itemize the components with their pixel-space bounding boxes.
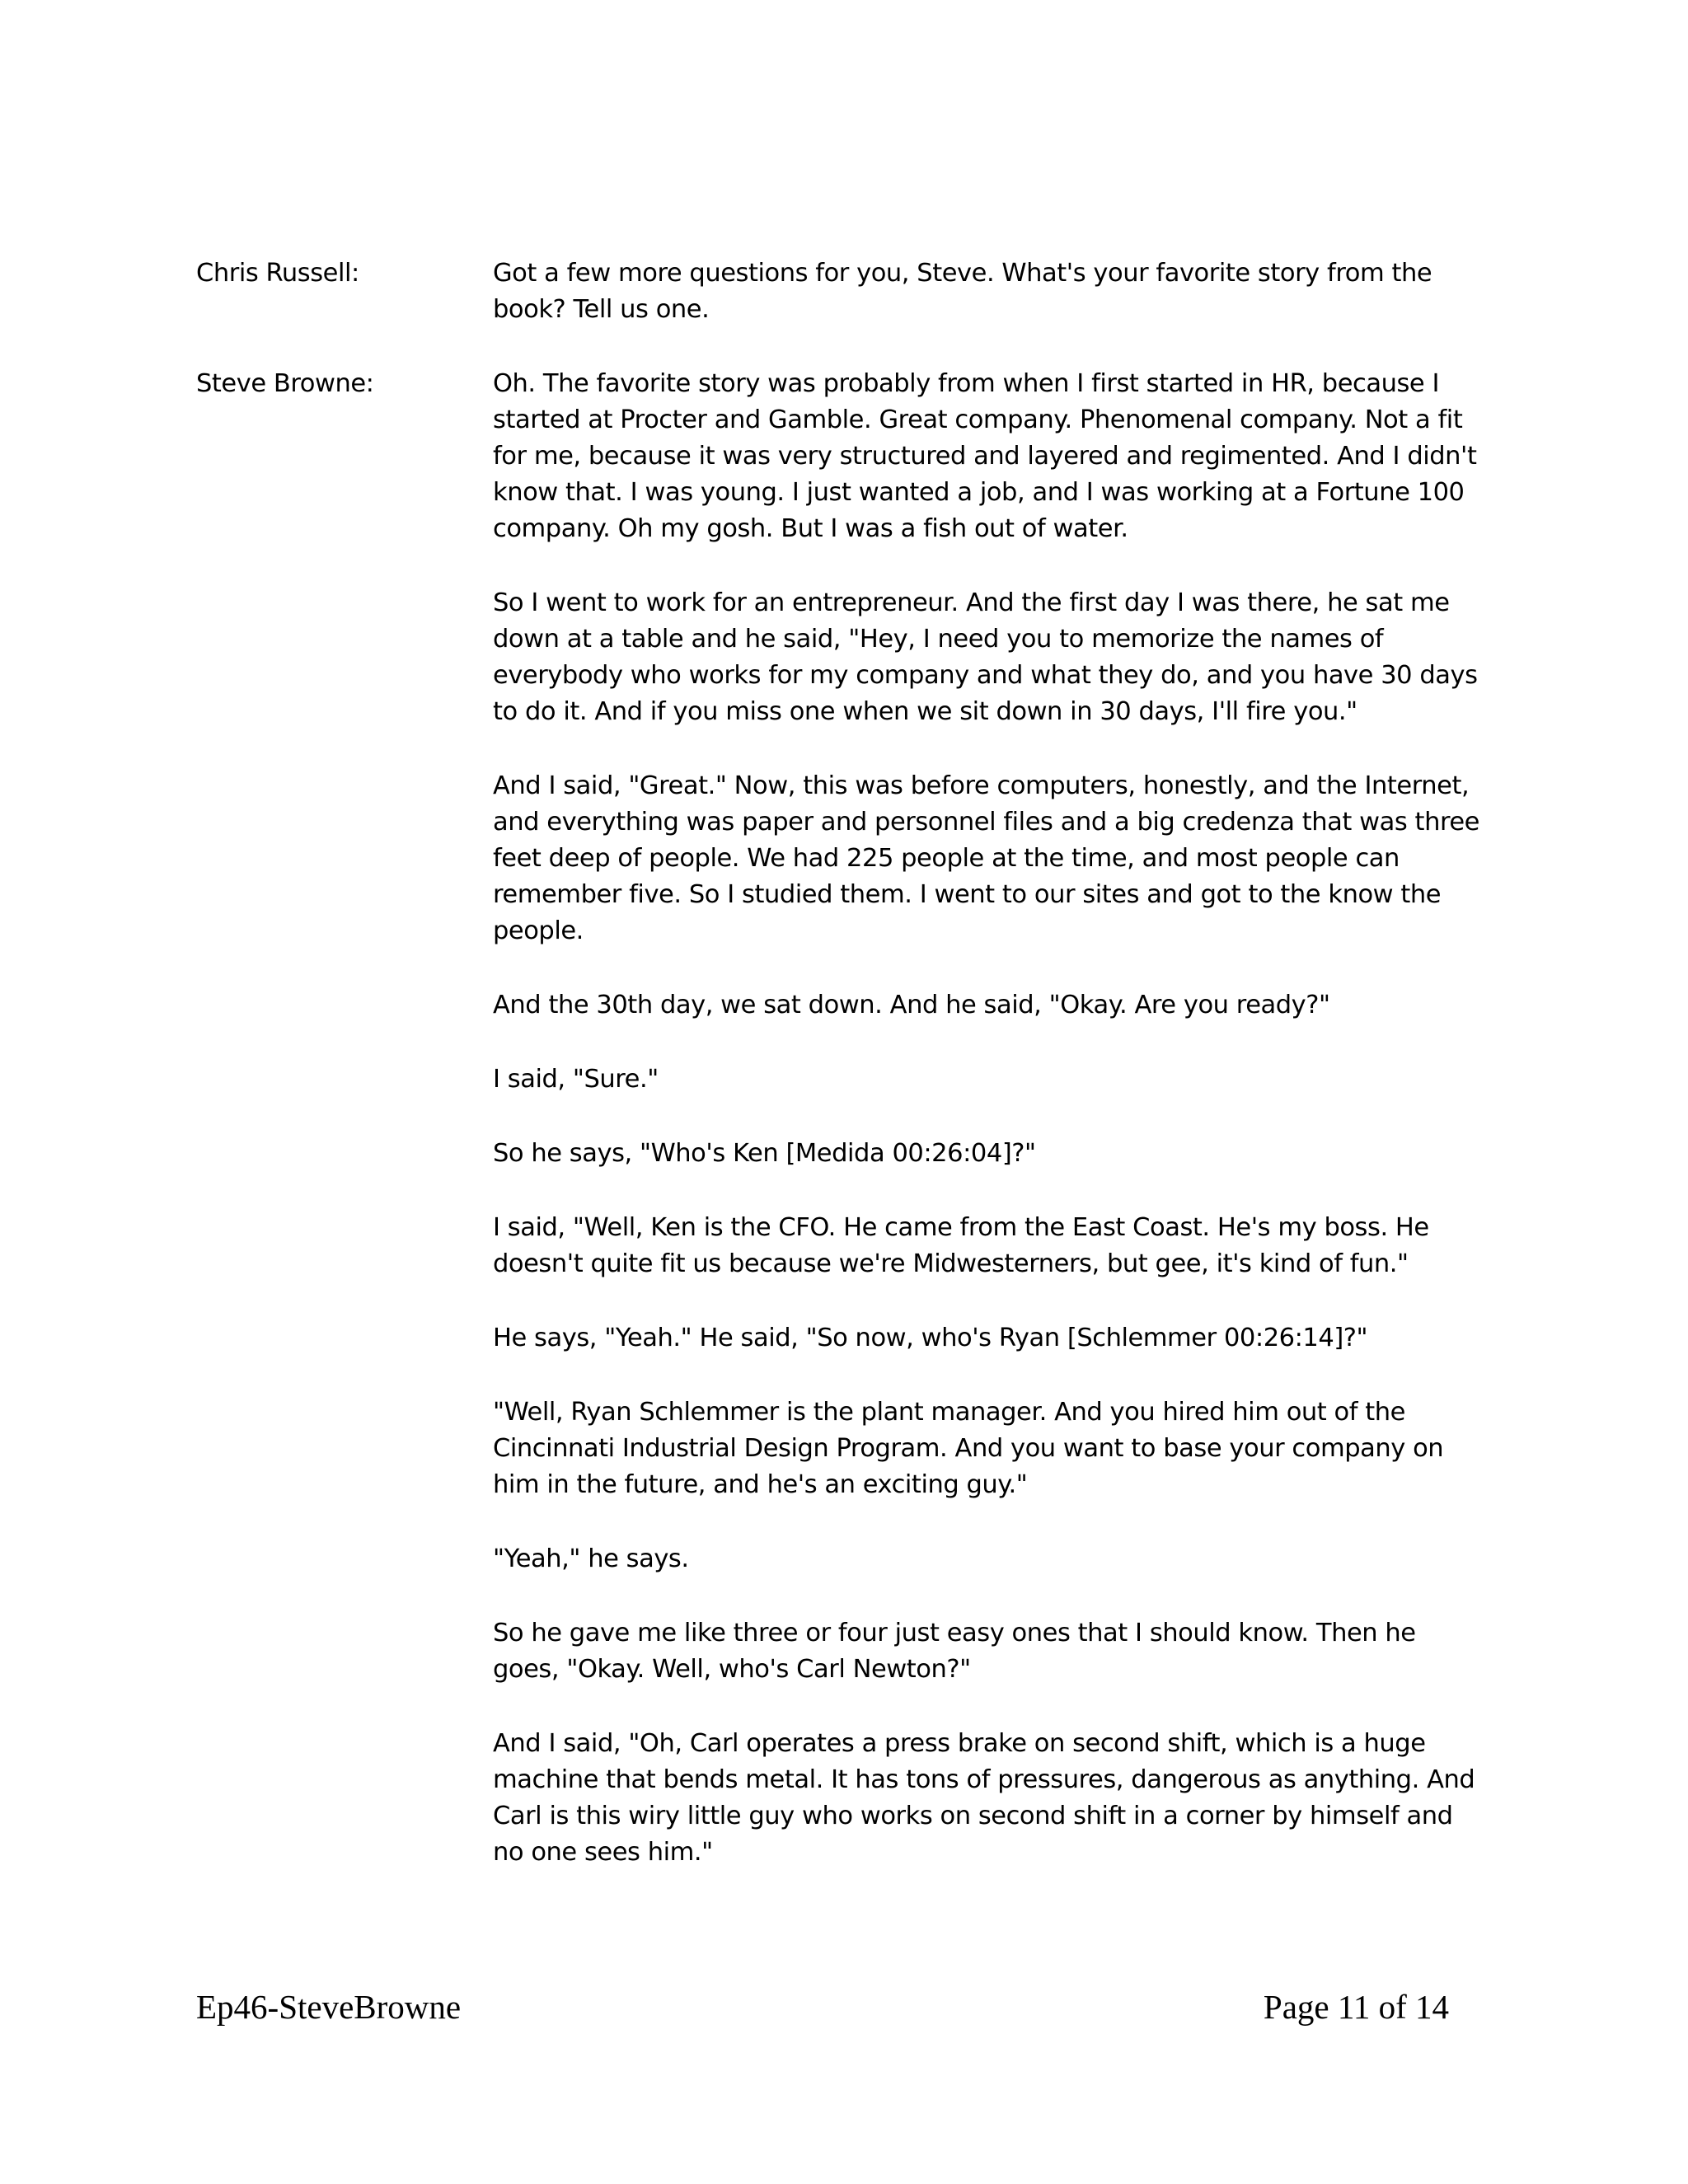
- speaker-turn: [196, 255, 1482, 328]
- paragraph: "Well, Ryan Schlemmer is the plant manager. And you hired him out of the Cincinnati Industrial Design Program. And you want to base your company on him in the future, and he's an exciting guy.": [493, 1398, 1444, 1499]
- transcript-body: [196, 255, 1482, 1909]
- paragraph: So I went to work for an entrepreneur. And the first day I was there, he sat me down at a table and he said, "Hey, I need you to memorize the names of everybody who works for my company and what they do, and you have 30 days to do it. And if you miss one when we sit down in 30 days, I'll fire you.": [493, 588, 1478, 726]
- page-footer: [196, 1986, 1449, 2027]
- paragraph: I said, "Well, Ken is the CFO. He came from the East Coast. He's my boss. He doesn't quite fit us because we're Midwesterners, but gee, it's kind of fun.": [493, 1213, 1429, 1278]
- speaker-name: Chris Russell:: [196, 259, 359, 288]
- speaker-name: Steve Browne:: [196, 369, 374, 398]
- footer-page-number: Page 11 of 14: [1263, 1988, 1449, 2026]
- paragraph: I said, "Sure.": [493, 1065, 659, 1094]
- footer-document-name: Ep46-SteveBrowne: [196, 1988, 462, 2026]
- paragraph: Oh. The favorite story was probably from when I first started in HR, because I started at Procter and Gamble. Great company. Phenomenal company. Not a fit for me, because it was very structured and layered and regimented. And I didn't know that. I was young. I just wanted a job, and I was working at a Fortune 100 company. Oh my gosh. But I was a fish out of water.: [493, 369, 1477, 543]
- paragraph: Got a few more questions for you, Steve. What's your favorite story from the book? Tell us one.: [493, 259, 1432, 324]
- paragraph: And the 30th day, we sat down. And he said, "Okay. Are you ready?": [493, 991, 1330, 1019]
- paragraph: And I said, "Oh, Carl operates a press brake on second shift, which is a huge machine that bends metal. It has tons of pressures, dangerous as anything. And Carl is this wiry little guy who works on second shift in a corner by himself and no one sees him.": [493, 1729, 1475, 1867]
- paragraph: He says, "Yeah." He said, "So now, who's Ryan [Schlemmer 00:26:14]?": [493, 1324, 1368, 1352]
- speaker-turn: [196, 366, 1482, 1871]
- speech-text: [493, 366, 1482, 1871]
- paragraph: So he says, "Who's Ken [Medida 00:26:04]?": [493, 1139, 1036, 1168]
- paragraph: And I said, "Great." Now, this was before computers, honestly, and the Internet, and everything was paper and personnel files and a big credenza that was three feet deep of people. We had 225 people at the time, and most people can remember five. So I studied them. I went to our sites and got to the know the people.: [493, 771, 1479, 945]
- speech-text: [493, 255, 1482, 328]
- paragraph: So he gave me like three or four just easy ones that I should know. Then he goes, "Okay. Well, who's Carl Newton?": [493, 1619, 1416, 1684]
- paragraph: "Yeah," he says.: [493, 1544, 689, 1573]
